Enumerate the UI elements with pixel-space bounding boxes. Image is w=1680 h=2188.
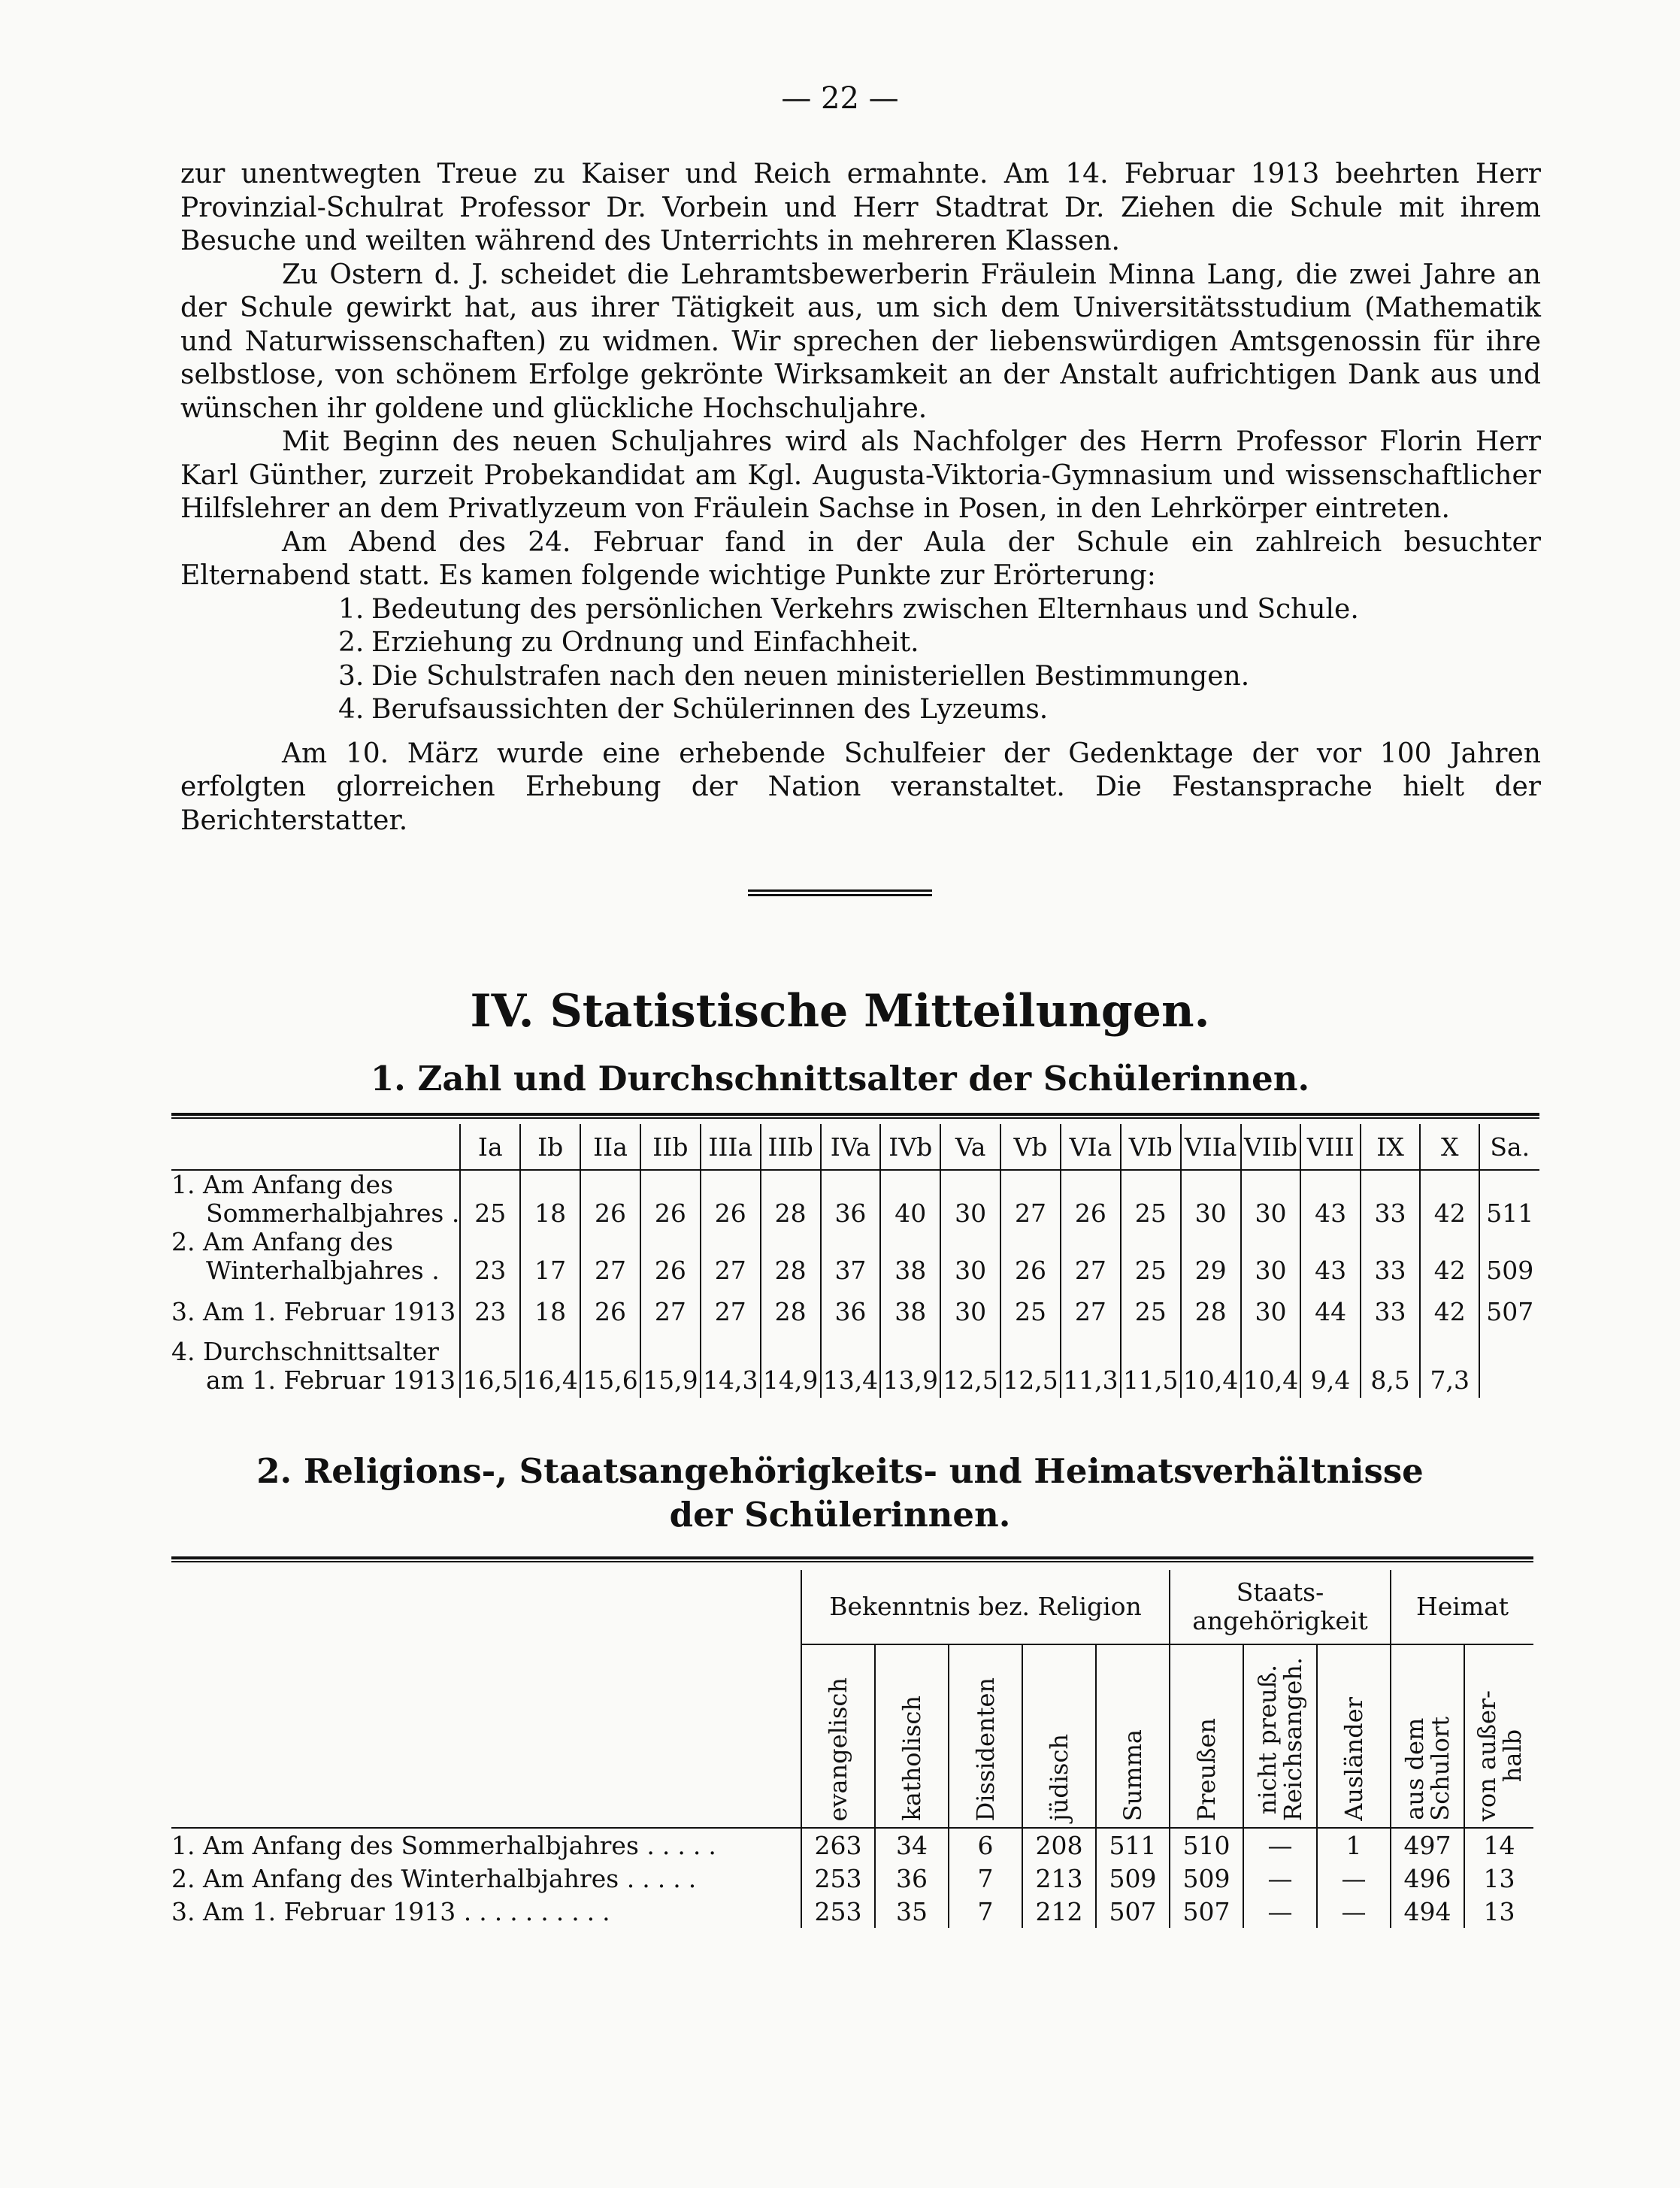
table-row xyxy=(171,1285,1539,1338)
body-text xyxy=(180,158,1541,838)
cell: 27 xyxy=(1061,1228,1121,1285)
cell: 1 xyxy=(1317,1828,1391,1862)
cell: 30 xyxy=(1241,1285,1301,1338)
column-header: IIIa xyxy=(701,1124,761,1170)
cell: 14,9 xyxy=(761,1338,821,1398)
cell: 208 xyxy=(1022,1828,1096,1862)
cell: 28 xyxy=(761,1170,821,1228)
header-blank xyxy=(171,1570,801,1828)
cell: 36 xyxy=(821,1285,881,1338)
cell: 28 xyxy=(761,1228,821,1285)
group-header-home: Heimat xyxy=(1391,1570,1533,1644)
table-row xyxy=(171,1862,1533,1895)
table1-title: 1. Zahl und Durchschnittsalter der Schülerinnen. xyxy=(370,1059,1310,1099)
cell: 26 xyxy=(580,1170,640,1228)
cell: 496 xyxy=(1391,1862,1464,1895)
cell: 511 xyxy=(1096,1828,1170,1862)
table-row xyxy=(171,1170,1539,1228)
cell: 9,4 xyxy=(1300,1338,1361,1398)
paragraph: Mit Beginn des neuen Schuljahres wird als Nachfolger des Herrn Professor Florin Herr Karl Günther, zurzeit Probekandidat am Kgl. Augusta-Viktoria-Gymnasium und wissenschaftlicher Hilfslehrer an dem Privatlyzeum von Fräulein Sachse in Posen, in den Lehrkörper eintreten. xyxy=(180,426,1541,524)
cell: 18 xyxy=(520,1285,580,1338)
cell: 511 xyxy=(1479,1170,1539,1228)
group-header-row xyxy=(171,1570,1533,1644)
cell: 13,9 xyxy=(880,1338,940,1398)
column-header: Ib xyxy=(520,1124,580,1170)
cell: 30 xyxy=(1181,1170,1241,1228)
table-header-row xyxy=(171,1124,1539,1170)
column-header: von außer- halb xyxy=(1464,1644,1533,1828)
cell: 13 xyxy=(1464,1895,1533,1928)
table1-top-rule xyxy=(171,1113,1539,1119)
column-header: IIb xyxy=(640,1124,701,1170)
column-header: Summa xyxy=(1096,1644,1170,1828)
cell: 25 xyxy=(1000,1285,1061,1338)
cell: 509 xyxy=(1096,1862,1170,1895)
cell: 509 xyxy=(1170,1862,1243,1895)
cell: 28 xyxy=(1181,1285,1241,1338)
cell: 27 xyxy=(580,1228,640,1285)
column-header: Preußen xyxy=(1170,1644,1243,1828)
cell: 42 xyxy=(1420,1170,1479,1228)
cell: 494 xyxy=(1391,1895,1464,1928)
cell: 11,5 xyxy=(1121,1338,1181,1398)
column-header: IVa xyxy=(821,1124,881,1170)
cell: — xyxy=(1317,1895,1391,1928)
column-header: VIb xyxy=(1121,1124,1181,1170)
cell: 23 xyxy=(460,1285,520,1338)
cell: 27 xyxy=(701,1228,761,1285)
row-label: 3. Am 1. Februar 1913 xyxy=(171,1296,456,1326)
cell: 510 xyxy=(1170,1828,1243,1862)
column-header: Ausländer xyxy=(1317,1644,1391,1828)
cell: 27 xyxy=(640,1285,701,1338)
column-header: VIa xyxy=(1061,1124,1121,1170)
cell: 42 xyxy=(1420,1285,1479,1338)
cell: 16,4 xyxy=(520,1338,580,1398)
cell: 7 xyxy=(949,1895,1022,1928)
column-header: Sa. xyxy=(1479,1124,1539,1170)
cell: — xyxy=(1243,1895,1317,1928)
row-label: 2. Am Anfang des Winterhalbjahres ..... xyxy=(171,1863,704,1893)
cell: 507 xyxy=(1096,1895,1170,1928)
cell: 26 xyxy=(1061,1170,1121,1228)
cell: 26 xyxy=(640,1170,701,1228)
cell: 34 xyxy=(875,1828,949,1862)
cell: 213 xyxy=(1022,1862,1096,1895)
column-header: nicht preuß. Reichsangeh. xyxy=(1243,1644,1317,1828)
agenda-list xyxy=(180,593,1541,727)
column-header: Ia xyxy=(460,1124,520,1170)
paragraph: Zu Ostern d. J. scheidet die Lehramtsbewerberin Fräulein Minna Lang, die zwei Jahre an der Schule gewirkt hat, aus ihrer Tätigkeit aus, um sich dem Universitätsstudium (Mathematik und Naturwissenschaften) zu widmen. Wir sprechen der liebenswürdigen Amtsgenossin für ihre selbstlose, von schönem Erfolge gekrönte Wirksamkeit an der Anstalt aufrichtigen Dank aus und wünschen ihr goldene und glückliche Hochschuljahre. xyxy=(180,259,1541,424)
cell: 42 xyxy=(1420,1228,1479,1285)
cell: 30 xyxy=(940,1170,1000,1228)
cell xyxy=(1479,1338,1539,1398)
cell: 25 xyxy=(1121,1170,1181,1228)
cell: 25 xyxy=(1121,1285,1181,1338)
cell: 497 xyxy=(1391,1828,1464,1862)
cell: 33 xyxy=(1361,1228,1420,1285)
religion-citizenship-table xyxy=(171,1570,1533,1928)
cell: 18 xyxy=(520,1170,580,1228)
cell: 29 xyxy=(1181,1228,1241,1285)
cell: 212 xyxy=(1022,1895,1096,1928)
page-number: — 22 — xyxy=(781,81,899,116)
list-item: 4. Berufsaussichten der Schülerinnen des Lyzeums. xyxy=(338,694,1049,725)
column-header: Dissidenten xyxy=(949,1644,1022,1828)
cell: 26 xyxy=(580,1285,640,1338)
column-header: VIIa xyxy=(1181,1124,1241,1170)
cell: 27 xyxy=(701,1285,761,1338)
cell: 37 xyxy=(821,1228,881,1285)
column-header: IVb xyxy=(880,1124,940,1170)
cell: — xyxy=(1243,1862,1317,1895)
column-header: VIIb xyxy=(1241,1124,1301,1170)
column-header: evangelisch xyxy=(801,1644,875,1828)
group-header-citizenship: Staats- angehörigkeit xyxy=(1170,1570,1391,1644)
list-item: 1. Bedeutung des persönlichen Verkehrs zwischen Elternhaus und Schule. xyxy=(338,593,1359,625)
cell: 15,9 xyxy=(640,1338,701,1398)
cell: 44 xyxy=(1300,1285,1361,1338)
cell: 38 xyxy=(880,1285,940,1338)
cell: 27 xyxy=(1000,1170,1061,1228)
cell: 33 xyxy=(1361,1170,1420,1228)
column-header: X xyxy=(1420,1124,1479,1170)
enrollment-table xyxy=(171,1124,1539,1398)
table-row xyxy=(171,1338,1539,1398)
table2-title xyxy=(0,1450,1680,1537)
cell: 15,6 xyxy=(580,1338,640,1398)
list-item: 2. Erziehung zu Ordnung und Einfachheit. xyxy=(338,627,919,658)
cell: 13,4 xyxy=(821,1338,881,1398)
cell: 26 xyxy=(701,1170,761,1228)
section-divider xyxy=(748,889,932,896)
row-label: 1. Am Anfang des Sommerhalbjahres ..... xyxy=(171,1830,724,1860)
section-title: IV. Statistische Mitteilungen. xyxy=(470,985,1210,1038)
cell: 25 xyxy=(1121,1228,1181,1285)
column-header: katholisch xyxy=(875,1644,949,1828)
cell: 43 xyxy=(1300,1228,1361,1285)
cell: 253 xyxy=(801,1862,875,1895)
cell: 40 xyxy=(880,1170,940,1228)
cell: 7,3 xyxy=(1420,1338,1479,1398)
cell: 16,5 xyxy=(460,1338,520,1398)
cell: 30 xyxy=(1241,1170,1301,1228)
cell: 26 xyxy=(1000,1228,1061,1285)
column-header: VIII xyxy=(1300,1124,1361,1170)
row-label: 3. Am 1. Februar 1913 .......... xyxy=(171,1896,618,1926)
row-label: 2. Am Anfang des Winterhalbjahres . xyxy=(171,1227,440,1285)
cell: 6 xyxy=(949,1828,1022,1862)
cell: — xyxy=(1243,1828,1317,1862)
cell: 43 xyxy=(1300,1170,1361,1228)
list-item: 3. Die Schulstrafen nach den neuen ministeriellen Bestimmungen. xyxy=(338,660,1250,692)
cell: 12,5 xyxy=(1000,1338,1061,1398)
table-row xyxy=(171,1828,1533,1862)
cell: 507 xyxy=(1170,1895,1243,1928)
table-row xyxy=(171,1895,1533,1928)
cell: 12,5 xyxy=(940,1338,1000,1398)
table2-title-line: der Schülerinnen. xyxy=(669,1495,1011,1535)
column-header: aus dem Schulort xyxy=(1391,1644,1464,1828)
row-label: 1. Am Anfang des Sommerhalbjahres . xyxy=(171,1170,460,1228)
cell: 30 xyxy=(1241,1228,1301,1285)
cell: 30 xyxy=(940,1285,1000,1338)
cell: 253 xyxy=(801,1895,875,1928)
cell: 33 xyxy=(1361,1285,1420,1338)
cell: 11,3 xyxy=(1061,1338,1121,1398)
cell: 509 xyxy=(1479,1228,1539,1285)
cell: 10,4 xyxy=(1241,1338,1301,1398)
cell: 7 xyxy=(949,1862,1022,1895)
header-blank xyxy=(171,1124,460,1170)
table2-top-rule xyxy=(171,1556,1533,1562)
row-label: 4. Durchschnittsalter am 1. Februar 1913 xyxy=(171,1337,456,1395)
column-header: Va xyxy=(940,1124,1000,1170)
cell: 14,3 xyxy=(701,1338,761,1398)
cell: 36 xyxy=(875,1862,949,1895)
cell: 507 xyxy=(1479,1285,1539,1338)
cell: 17 xyxy=(520,1228,580,1285)
cell: 35 xyxy=(875,1895,949,1928)
table2-title-line: 2. Religions-, Staatsangehörigkeits- und Heimatsverhältnisse xyxy=(256,1451,1424,1491)
column-header: Vb xyxy=(1000,1124,1061,1170)
cell: 30 xyxy=(940,1228,1000,1285)
column-header: IX xyxy=(1361,1124,1420,1170)
cell: 36 xyxy=(821,1170,881,1228)
cell: 263 xyxy=(801,1828,875,1862)
cell: 26 xyxy=(640,1228,701,1285)
cell: 28 xyxy=(761,1285,821,1338)
cell: 23 xyxy=(460,1228,520,1285)
cell: 8,5 xyxy=(1361,1338,1420,1398)
cell: — xyxy=(1317,1862,1391,1895)
cell: 27 xyxy=(1061,1285,1121,1338)
column-header: IIa xyxy=(580,1124,640,1170)
cell: 14 xyxy=(1464,1828,1533,1862)
column-header: IIIb xyxy=(761,1124,821,1170)
paragraph: Am 10. März wurde eine erhebende Schulfeier der Gedenktage der vor 100 Jahren erfolgten glorreichen Erhebung der Nation veranstaltet. Die Festansprache hielt der Berichterstatter. xyxy=(180,738,1541,836)
cell: 10,4 xyxy=(1181,1338,1241,1398)
cell: 13 xyxy=(1464,1862,1533,1895)
paragraph: zur unentwegten Treue zu Kaiser und Reich ermahnte. Am 14. Februar 1913 beehrten Herr Provinzial-Schulrat Professor Dr. Vorbein und Herr Stadtrat Dr. Ziehen die Schule mit ihrem Besuche und weilten während des Unterrichts in mehreren Klassen. xyxy=(180,159,1541,256)
cell: 38 xyxy=(880,1228,940,1285)
column-header: jüdisch xyxy=(1022,1644,1096,1828)
table-row xyxy=(171,1228,1539,1285)
cell: 25 xyxy=(460,1170,520,1228)
paragraph: Am Abend des 24. Februar fand in der Aula der Schule ein zahlreich besuchter Elternabend statt. Es kamen folgende wichtige Punkte zur Erörterung: xyxy=(180,526,1541,591)
group-header-religion: Bekenntnis bez. Religion xyxy=(801,1570,1170,1644)
